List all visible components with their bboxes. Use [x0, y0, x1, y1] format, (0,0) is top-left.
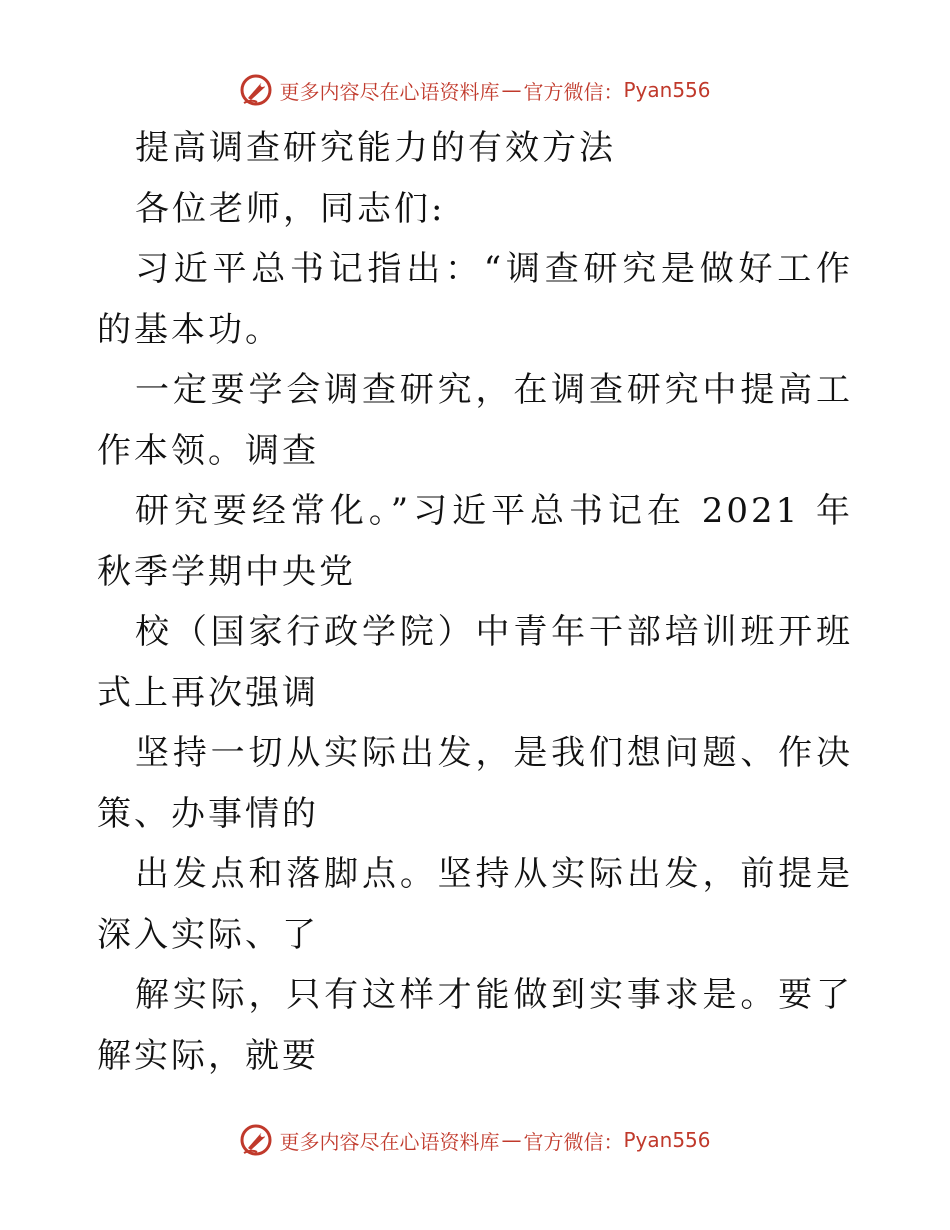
paragraph-line: 校（国家行政学院）中青年干部培训班开班式上再次强调 — [97, 612, 853, 713]
banner-dash: — — [501, 1128, 522, 1152]
banner-wechat-label: 官方微信： — [523, 79, 624, 104]
paragraph-line: 研究要经常化。”习近平总书记在 2021 年秋季学期中央党 — [97, 491, 853, 592]
banner-brand-text: 更多内容尽在心语资料库 — [279, 1129, 500, 1154]
pen-nib-icon — [239, 1123, 273, 1157]
banner-wechat-id: Pyan556 — [623, 1128, 711, 1152]
banner-wechat-label: 官方微信： — [523, 1129, 624, 1154]
document-title: 提高调查研究能力的有效方法 — [135, 128, 616, 168]
paragraph-line: 习近平总书记指出：“调查研究是做好工作的基本功。 — [97, 249, 853, 350]
footer-watermark-banner — [0, 1120, 950, 1160]
header-watermark-banner — [0, 70, 950, 110]
banner-wechat-id: Pyan556 — [623, 78, 711, 102]
document-salutation: 各位老师，同志们: — [135, 188, 446, 229]
banner-brand-text: 更多内容尽在心语资料库 — [279, 79, 500, 104]
banner-dash: — — [501, 78, 522, 102]
paragraph-line: 解实际，只有这样才能做到实事求是。要了解实际，就要 — [97, 975, 853, 1076]
paragraph-line: 出发点和落脚点。坚持从实际出发，前提是深入实际、了 — [97, 854, 853, 955]
pen-nib-icon — [239, 73, 273, 107]
paragraph-line: 一定要学会调查研究，在调查研究中提高工作本领。调查 — [97, 370, 853, 471]
paragraph-line: 坚持一切从实际出发，是我们想问题、作决策、办事情的 — [97, 733, 853, 834]
document-body — [97, 118, 853, 1086]
